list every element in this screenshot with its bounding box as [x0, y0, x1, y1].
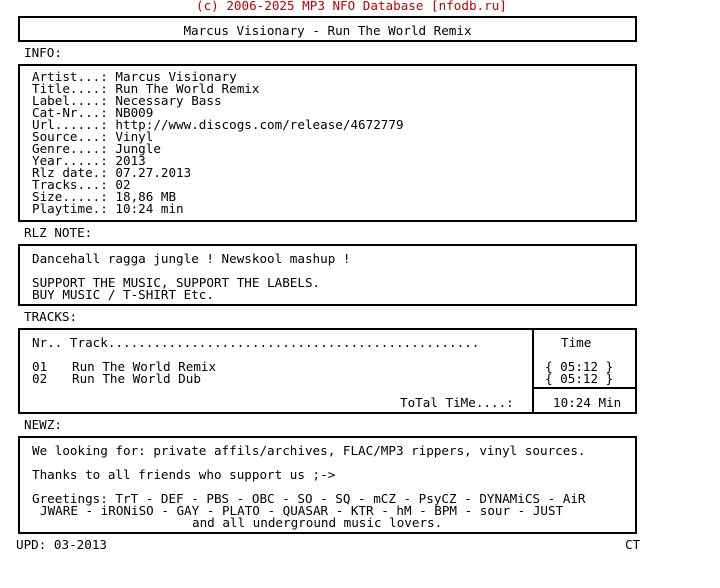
newz-line: Thanks to all friends who support us ;->: [32, 467, 336, 482]
newz-heading: NEWZ:: [24, 417, 62, 432]
newz-box: [18, 436, 637, 534]
total-time-label: ToTal TiMe....:: [400, 395, 514, 410]
title-box: [18, 16, 637, 42]
tracks-header: Nr.. Track.................................................: [32, 335, 480, 350]
total-time-value: 10:24 Min: [553, 395, 622, 410]
track-title: Run The World Remix: [72, 359, 217, 374]
info-artist: Artist...: Marcus Visionary: [32, 69, 237, 84]
info-rlz-date: Rlz date.: 07.27.2013: [32, 165, 192, 180]
tracks-divider-horizontal: [532, 387, 637, 389]
track-nr: 02: [32, 371, 48, 386]
info-title: Title....: Run The World Remix: [32, 81, 260, 96]
info-url: Url......: http://www.discogs.com/release/4672779: [32, 117, 404, 132]
info-size: Size.....: 18,86 MB: [32, 189, 177, 204]
track-nr: 01: [32, 359, 48, 374]
info-label: Label....: Necessary Bass: [32, 93, 222, 108]
info-source: Source...: Vinyl: [32, 129, 154, 144]
release-title: Marcus Visionary - Run The World Remix: [183, 23, 472, 38]
track-time: { 05:12 }: [545, 371, 614, 386]
info-year: Year.....: 2013: [32, 153, 146, 168]
tracks-divider-vertical: [532, 330, 534, 412]
tracks-time-header: Time: [561, 335, 592, 350]
info-catnr: Cat-Nr...: NB009: [32, 105, 154, 120]
greetings-line: JWARE - iRONiSO - GAY - PLATO - QUASAR - KTR - hM - BPM - sour - JUST: [40, 503, 564, 518]
rlz-note-box: [18, 244, 637, 306]
copyright-text: (c) 2006-2025 MP3 NFO Database [nfodb.ru]: [196, 0, 507, 13]
info-tracks: Tracks...: 02: [32, 177, 131, 192]
info-heading: INFO:: [24, 45, 62, 60]
rlz-note-line: SUPPORT THE MUSIC, SUPPORT THE LABELS.: [32, 275, 321, 290]
info-genre: Genre....: Jungle: [32, 141, 161, 156]
signature: CT: [625, 537, 641, 552]
info-box: [18, 64, 637, 222]
rlz-note-heading: RLZ NOTE:: [24, 225, 93, 240]
rlz-note-line: BUY MUSIC / T-SHIRT Etc.: [32, 287, 214, 302]
tracks-box: [18, 328, 637, 414]
greetings-line: Greetings: TrT - DEF - PBS - OBC - SO - SQ - mCZ - PsyCZ - DYNAMiCS - AiR: [32, 491, 586, 506]
info-playtime: Playtime.: 10:24 min: [32, 201, 184, 216]
newz-line: We looking for: private affils/archives, FLAC/MP3 rippers, vinyl sources.: [32, 443, 586, 458]
greetings-line: and all underground music lovers.: [192, 515, 443, 530]
tracks-heading: TRACKS:: [24, 309, 78, 324]
track-time: { 05:12 }: [545, 359, 614, 374]
rlz-note-line: Dancehall ragga jungle ! Newskool mashup !: [32, 251, 351, 266]
track-title: Run The World Dub: [72, 371, 201, 386]
update-date: UPD: 03-2013: [16, 537, 107, 552]
